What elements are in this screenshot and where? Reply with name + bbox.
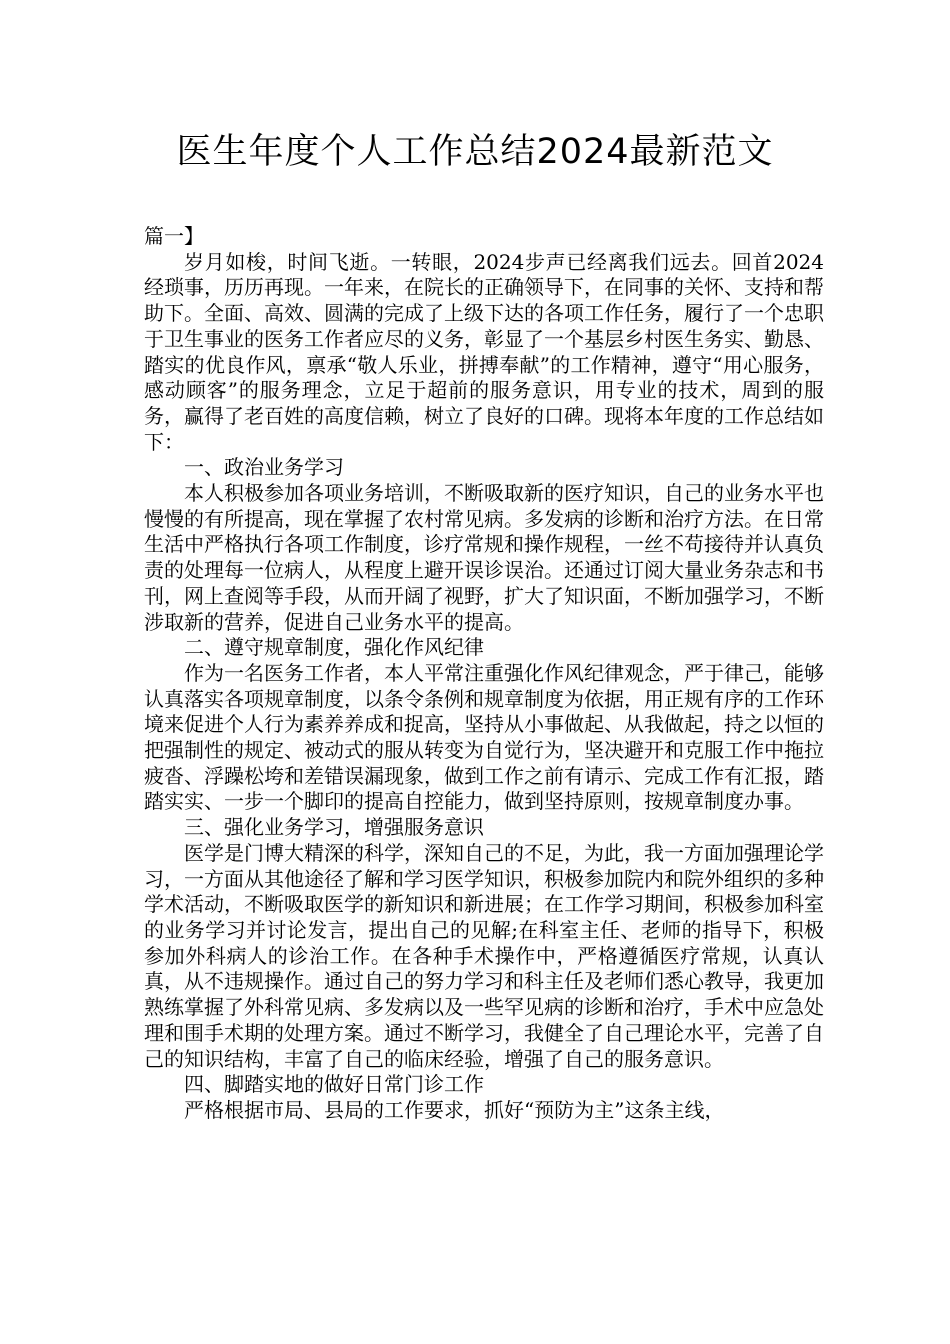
document-body <box>144 224 824 1124</box>
section-heading: 四、脚踏实地的做好日常门诊工作 <box>184 1072 484 1097</box>
body-paragraph: 本人积极参加各项业务培训，不断吸取新的医疗知识，自己的业务水平也慢慢的有所提高，现在掌握了农村常见病。多发病的诊断和治疗方法。在日常生活中严格执行各项工作制度，诊疗常规和操作规程，一丝不苟接待并认真负责的处理每一位病人，从程度上避开误诊误治。还通过订阅大量业务杂志和书刊，网上查阅等手段，从而开阔了视野，扩大了知识面，不断加强学习，不断涉取新的营养，促进自己业务水平的提高。 <box>144 481 824 634</box>
body-paragraph: 医学是门博大精深的科学，深知自己的不足，为此，我一方面加强理论学习，一方面从其他途径了解和学习医学知识，积极参加院内和院外组织的多种学术活动，不断吸取医学的新知识和新进展；在工作学习期间，积极参加科室的业务学习并讨论发言，提出自己的见解;在科室主任、老师的指导下，积极参加外科病人的诊治工作。在各种手术操作中，严格遵循医疗常规，认真认真，从不违规操作。通过自己的努力学习和科主任及老师们悉心教导，我更加熟练掌握了外科常见病、多发病以及一些罕见病的诊断和治疗，手术中应急处理和围手术期的处理方案。通过不断学习，我健全了自己理论水平，完善了自己的知识结构，丰富了自己的临床经验，增强了自己的服务意识。 <box>144 840 824 1071</box>
section-heading: 一、政治业务学习 <box>184 455 344 480</box>
body-paragraph: 岁月如梭，时间飞逝。一转眼，2024步声已经离我们远去。回首2024经琐事，历历再现。一年来，在院长的正确领导下，在同事的关怀、支持和帮助下。全面、高效、圆满的完成了上级下达的各项工作任务，履行了一个忠职于卫生事业的医务工作者应尽的义务，彰显了一个基层乡村医生务实、勤恳、踏实的优良作风，禀承“敬人乐业，拼搏奉献”的工作精神，遵守“用心服务，感动顾客”的服务理念，立足于超前的服务意识，用专业的技术，周到的服务，赢得了老百姓的高度信赖，树立了良好的口碑。现将本年度的工作总结如下： <box>144 249 824 454</box>
section-heading: 二、遵守规章制度，强化作风纪律 <box>184 635 484 660</box>
section-heading: 三、强化业务学习，增强服务意识 <box>184 815 484 840</box>
section-label: 篇一】 <box>144 224 204 248</box>
document-title: 医生年度个人工作总结2024最新范文 <box>176 132 774 172</box>
body-paragraph: 作为一名医务工作者，本人平常注重强化作风纪律观念，严于律己，能够认真落实各项规章制度，以条令条例和规章制度为依据，用正规有序的工作环境来促进个人行为素养养成和捉高，坚持从小事做起、从我做起，持之以恒的把强制性的规定、被动式的服从转变为自觉行为，坚决避开和克服工作中拖拉疲沓、浮躁松垮和差错误漏现象，做到工作之前有请示、完成工作有汇报，踏踏实实、一步一个脚印的提高自控能力，做到坚持原则，按规章制度办事。 <box>144 660 824 814</box>
body-paragraph: 严格根据市局、县局的工作要求，抓好“预防为主”这条主线， <box>184 1097 725 1122</box>
